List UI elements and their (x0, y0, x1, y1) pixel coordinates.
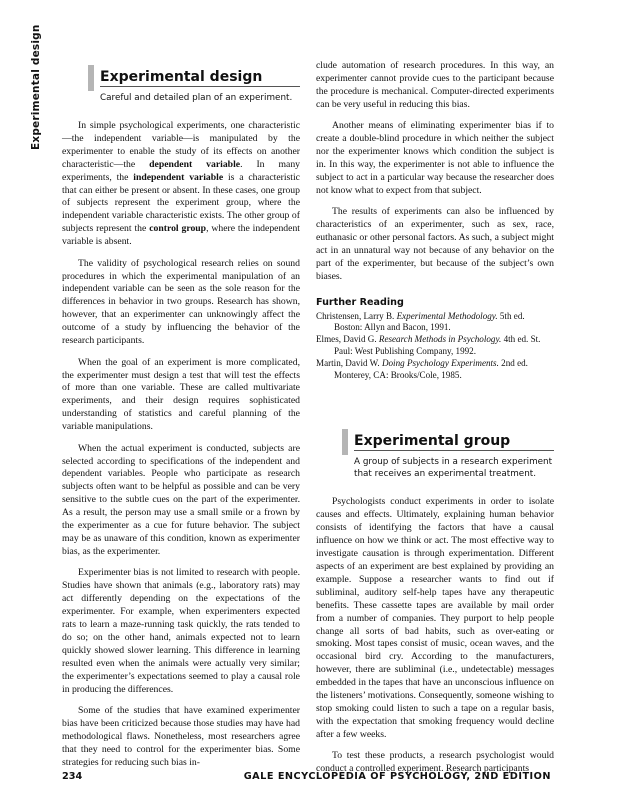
reference-item (316, 358, 554, 382)
entry-definition: Careful and detailed plan of an experiment. (100, 93, 293, 103)
reference-item (316, 311, 554, 335)
entry-header-experimental-design (62, 60, 300, 104)
paragraph-5: Experimenter bias is not limited to research with people. Studies have shown that animals (e.g., laboratory rats) may act differently depending on the expectations of the experimenter. For example, when experimenters expected rats to learn a maze-running task quickly, the rats tended to do so; on the other hand, animals expected not to learn quickly showed slower learning. This difference in learning resulted even when the animals were actually very similar; the experimenter’s expectations seemed to play a causal role in producing the differences. (62, 567, 300, 695)
paragraph-4: When the actual experiment is conducted, subjects are selected according to specifications of the independent and dependent variables. People who participate as research subjects often want to be helpful as possible and can be very sensitive to the subtle cues on the part of the experimenter. As a result, the person may use a small smile or a frown by the experimenter as a cue for future behavior. The subject may be as unaware of this condition, known as experimenter bias, as the experimenter. (62, 442, 300, 557)
paragraph-6: Some of the studies that have examined experimenter bias have been criticized because those studies may have had methodological flaws. Nonetheless, most researchers agree that they need to control for the experimenter bias. Some strategies for reducing such bias in- (62, 705, 300, 768)
running-head-label: Experimental design (30, 24, 42, 150)
paragraph-10: Psychologists conduct experiments in order to isolate causes and effects. Ultimately, explaining human behavior consists of identifying the factors that have a causal influence on how we think or act. The most effective way to investigate causation is through experimentation. Different aspects of an experiment are best explained by providing an example. Suppose a researcher wants to find out if subliminal, auditory self-help tapes have any therapeutic benefits. These cassette tapes are available by mail order from a number of companies. They purport to help people change all sorts of bad habits, such as over-eating or smoking. Most tapes consist of music, ocean waves, and the occasional bird cry. According to the manufacturers, however, there are subliminal (i.e., undetectable) messages embedded in the tapes that have an unconscious influence on the listeners’ motivations. Consequently, someone wishing to stop smoking could listen to such a tape on a regular basis, with the expectation that smoking frequency would decline after a few weeks. (316, 496, 554, 740)
paragraph-11: To test these products, a research psychologist would conduct a controlled experiment. Research participants (316, 750, 554, 775)
text-run: , where the independent variable is absent. (62, 223, 300, 248)
page-number: 234 (62, 771, 83, 782)
ref-details: 4th ed. St. Paul: West Publishing Company, 1992. (334, 334, 541, 357)
further-reading-heading: Further Reading (316, 296, 404, 308)
ref-title: Doing Psychology Experiments. (381, 357, 499, 368)
entry-header-experimental-group (316, 424, 554, 480)
ref-author: Christensen, Larry B. (316, 310, 397, 321)
header-rule (100, 86, 300, 87)
entry-title: Experimental group (354, 433, 511, 450)
ref-title: Research Methods in Psychology. (378, 334, 502, 345)
ref-details: 5th ed. Boston: Allyn and Bacon, 1991. (334, 310, 525, 333)
paragraph-2: The validity of psychological research relies on sound procedures in which the experimental manipulation of an independent variable can be seen as the sole reason for the differences in behavior in two groups. Research has shown, however, that an experimenter can unknowingly affect the outcome of a study by influencing the behavior of the research participants. (62, 257, 300, 347)
publication-title: GALE ENCYCLOPEDIA OF PSYCHOLOGY, 2ND EDITION (243, 771, 551, 782)
entry-definition: A group of subjects in a research experiment that receives an experimental treatment. (354, 457, 553, 480)
paragraph-1 (62, 120, 300, 249)
ref-author: Elmes, David G. (316, 334, 379, 345)
entry-title: Experimental design (100, 69, 263, 85)
term-control-group: control group (149, 223, 207, 235)
ref-title: Experimental Methodology. (396, 310, 498, 321)
paragraph-8: Another means of eliminating experimenter bias if to create a double-blind procedure in which neither the subject nor the experimenter knows which condition the subject is in. In this way, the experimenter is not able to influence the subject to act in a particular way because the researcher does not know what to expect from that subject. (316, 120, 554, 196)
right-column (316, 60, 554, 776)
term-independent-variable: independent variable (133, 171, 224, 183)
header-rule (354, 450, 554, 451)
reference-item (316, 334, 554, 358)
text-run: In simple psychological experiments, one characteristic—the independent variable—is manipulated by the experimenter to enable the study of its effects on another characteristic—the (62, 120, 300, 170)
term-dependent-variable: dependent variable (149, 158, 241, 170)
header-accent-bar (342, 429, 348, 455)
ref-author: Martin, David W. (316, 357, 382, 368)
text-run: is a characteristic that can either be present or absent. In these cases, one group of subjects represent the experiment group, where the independent variable characteristic exists. The other group of subjects represent the (62, 171, 300, 235)
ref-details: 2nd ed. Monterey, CA: Brooks/Cole, 1985. (334, 357, 528, 380)
header-accent-bar (88, 65, 94, 91)
paragraph-9: The results of experiments can also be influenced by characteristics of an experimenter, such as sex, race, euthanasic or other personal factors. As such, a subject might act in an unnatural way not because of any behavior on the part of the experimenter, but because of the subject’s own biases. (316, 206, 554, 282)
paragraph-7: clude automation of research procedures. In this way, an experimenter cannot provide cues to the participant because the procedure is mechanical. Computer-directed experiments can be very useful in reducing this bias. (316, 60, 554, 110)
left-column (62, 60, 300, 770)
paragraph-3: When the goal of an experiment is more complicated, the experimenter must design a test that will test the effects of more than one variable. These are called multivariate experiments, and their design requires sophisticated understanding of statistics and careful planning of the variable manipulations. (62, 356, 300, 433)
text-run: . In many experiments, the (62, 158, 301, 183)
